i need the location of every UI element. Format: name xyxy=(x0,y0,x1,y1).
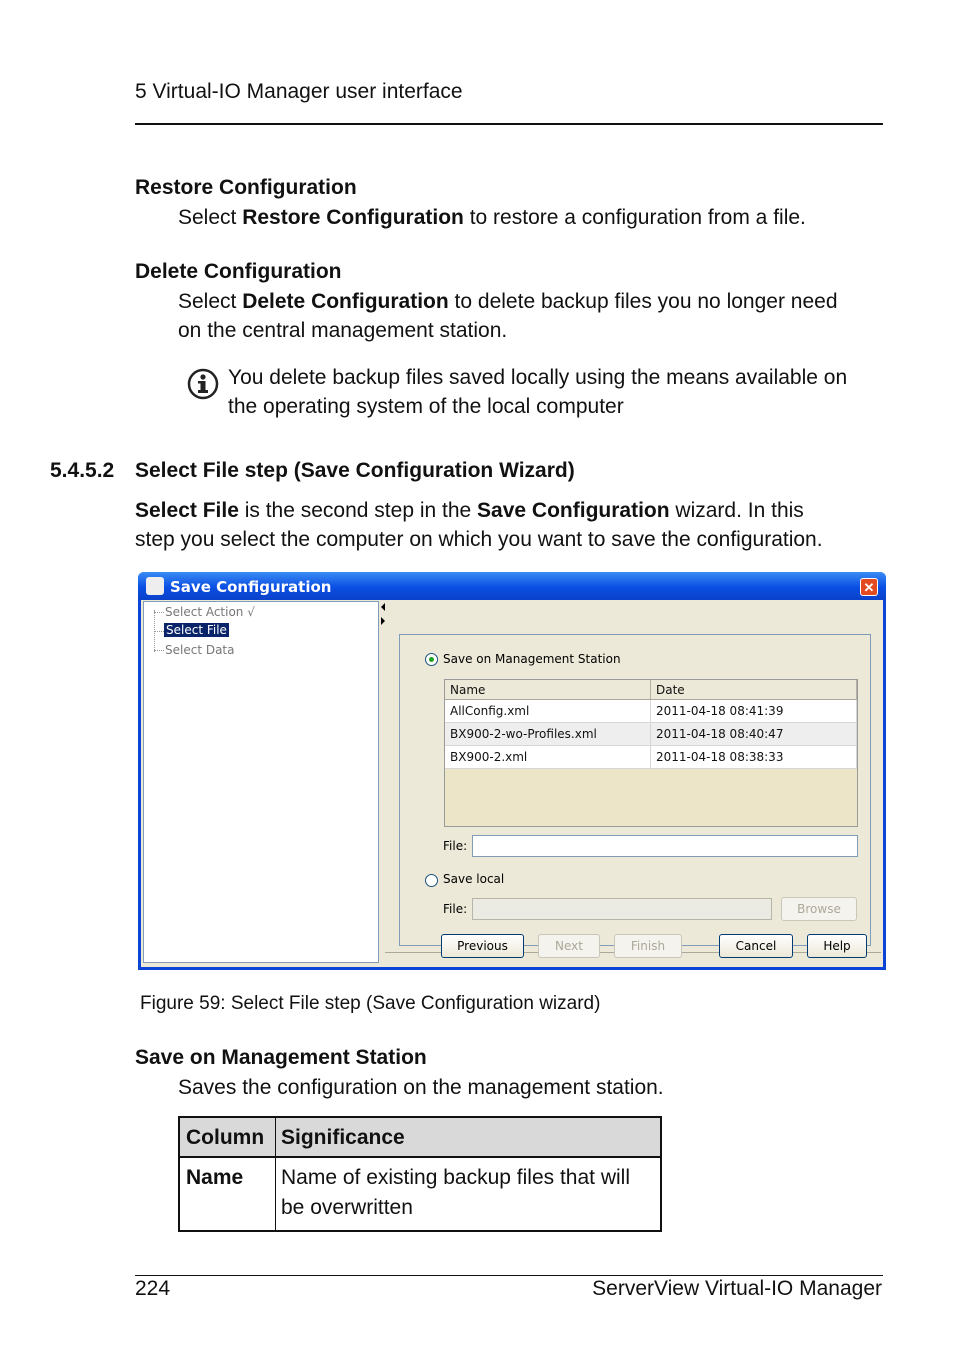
backup-files-table xyxy=(444,679,858,827)
restore-text-pre: Select xyxy=(178,206,243,229)
step-select-action[interactable]: Select Action √ xyxy=(165,605,255,619)
next-button[interactable]: Next xyxy=(538,934,600,958)
splitter-arrows-icon xyxy=(381,603,386,633)
section-para-line1 xyxy=(135,496,804,525)
file-date-cell: 2011-04-18 08:41:39 xyxy=(651,700,857,722)
splitter-handle[interactable] xyxy=(381,601,386,963)
step-select-file[interactable]: Select File xyxy=(166,623,227,637)
section-title: Select File step (Save Configuration Wizard) xyxy=(135,459,575,482)
row-significance-line1: Name of existing backup files that will xyxy=(281,1166,630,1189)
delete-text-line2: on the central management station. xyxy=(178,319,508,342)
step-select-data[interactable]: Select Data xyxy=(165,643,235,657)
header-column: Column xyxy=(186,1126,265,1149)
restore-heading: Restore Configuration xyxy=(135,176,357,199)
select-file-bold: Select File xyxy=(135,499,239,522)
step-tree xyxy=(143,601,379,963)
tree-branch xyxy=(154,650,164,651)
restore-text-post: to restore a configuration from a file. xyxy=(463,206,806,229)
file-name-cell: BX900-2.xml xyxy=(445,746,651,768)
significance-table xyxy=(178,1116,662,1232)
java-app-icon xyxy=(146,577,164,595)
delete-text-bold: Delete Configuration xyxy=(242,290,449,313)
file-name-cell: AllConfig.xml xyxy=(445,700,651,722)
info-icon xyxy=(187,368,219,400)
file-label: File: xyxy=(443,839,468,853)
save-mgmt-heading: Save on Management Station xyxy=(135,1046,427,1069)
delete-text-line1 xyxy=(178,287,838,316)
radio-selected-dot xyxy=(429,657,434,662)
footer-product: ServerView Virtual-IO Manager xyxy=(592,1277,882,1300)
dialog-client-area xyxy=(141,600,883,967)
table-row[interactable] xyxy=(445,700,857,723)
column-header-date[interactable]: Date xyxy=(651,680,857,700)
page-number: 224 xyxy=(135,1277,171,1300)
figure-caption: Figure 59: Select File step (Save Configuration wizard) xyxy=(140,993,601,1014)
browse-button[interactable]: Browse xyxy=(781,897,857,921)
section-number: 5.4.5.2 xyxy=(50,459,115,482)
dialog-title: Save Configuration xyxy=(170,578,332,596)
table-column-divider xyxy=(275,1118,276,1230)
file-date-cell: 2011-04-18 08:38:33 xyxy=(651,746,857,768)
cancel-button[interactable]: Cancel xyxy=(719,934,793,958)
header-rule xyxy=(135,123,883,125)
dialog-titlebar[interactable] xyxy=(138,572,886,600)
restore-text-bold: Restore Configuration xyxy=(242,206,464,229)
note-line2: the operating system of the local computer xyxy=(228,395,624,418)
delete-text-pre: Select xyxy=(178,290,243,313)
footer-rule xyxy=(135,1275,883,1276)
note-line1: You delete backup files saved locally using the means available on xyxy=(228,366,848,389)
save-mgmt-radio[interactable] xyxy=(425,653,438,666)
close-button[interactable]: ✕ xyxy=(860,578,878,596)
finish-button[interactable]: Finish xyxy=(614,934,682,958)
save-configuration-bold: Save Configuration xyxy=(477,499,670,522)
section-para-mid: is the second step in the xyxy=(238,499,478,522)
save-local-label[interactable]: Save local xyxy=(443,872,505,886)
row-name-cell: Name xyxy=(186,1166,244,1189)
table-row[interactable] xyxy=(445,746,857,769)
file-date-cell: 2011-04-18 08:40:47 xyxy=(651,723,857,745)
mgmt-file-input[interactable] xyxy=(472,835,858,857)
restore-text xyxy=(178,203,806,232)
save-local-radio[interactable] xyxy=(425,874,438,887)
delete-heading: Delete Configuration xyxy=(135,260,342,283)
delete-text-post: to delete backup files you no longer need xyxy=(448,290,838,313)
header-significance: Significance xyxy=(281,1126,405,1149)
local-file-input[interactable] xyxy=(472,898,772,920)
file-options-panel xyxy=(399,634,871,946)
tree-branch xyxy=(154,612,164,613)
previous-button[interactable]: Previous xyxy=(441,934,524,958)
column-header-name[interactable]: Name xyxy=(445,680,651,700)
tree-branch xyxy=(154,631,164,632)
section-para-line2: step you select the computer on which you want to save the configuration. xyxy=(135,528,823,551)
section-para-post: wizard. In this xyxy=(669,499,804,522)
local-file-label: File: xyxy=(443,902,468,916)
chapter-header: 5 Virtual-IO Manager user interface xyxy=(135,80,463,103)
help-button[interactable]: Help xyxy=(807,934,867,958)
row-significance-line2: be overwritten xyxy=(281,1196,413,1219)
table-row[interactable] xyxy=(445,723,857,746)
save-mgmt-label[interactable]: Save on Management Station xyxy=(443,652,621,666)
save-configuration-dialog xyxy=(138,572,886,970)
save-mgmt-text: Saves the configuration on the management station. xyxy=(178,1076,664,1099)
file-name-cell: BX900-2-wo-Profiles.xml xyxy=(445,723,651,745)
